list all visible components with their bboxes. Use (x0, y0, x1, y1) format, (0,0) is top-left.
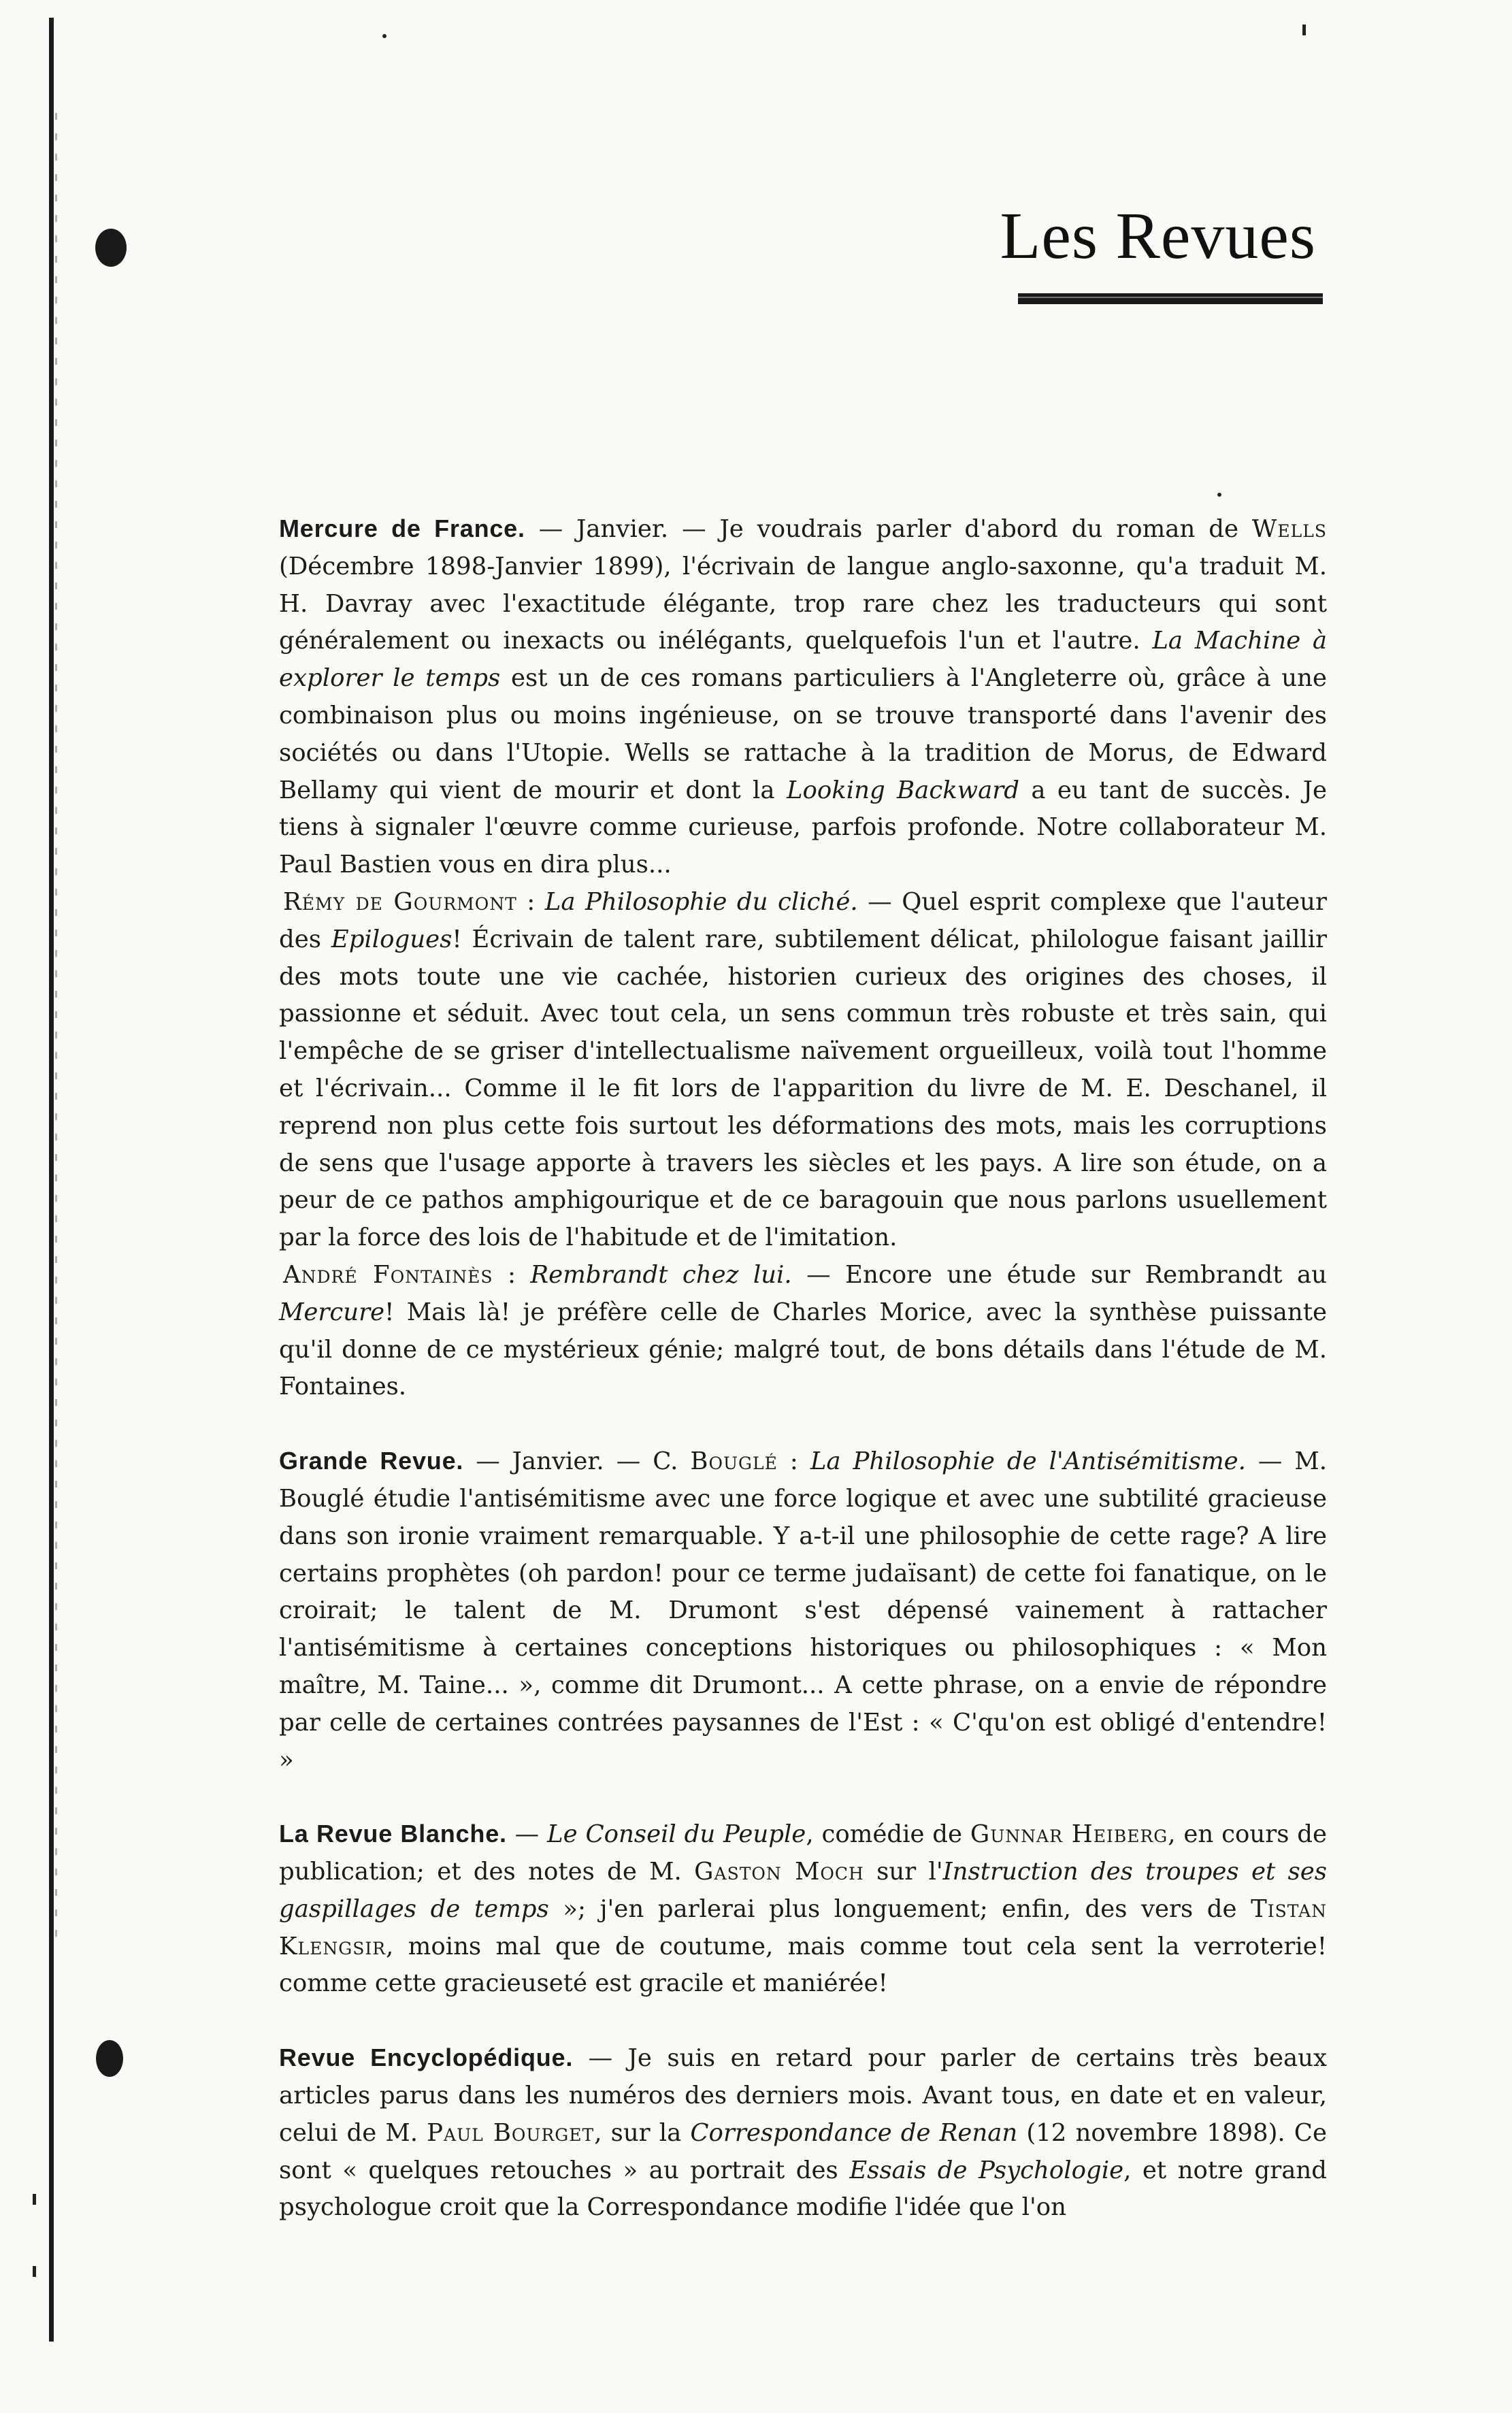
ink-blot-mark (96, 2040, 123, 2077)
section-blanche-paragraph (279, 1816, 1327, 2003)
text-run: a eu tant de succès. Je tiens à signaler l'œuvre comme curieuse, parfois profonde. Notre collaborateur M. Paul Bastien vous en dira plus... (279, 776, 1328, 879)
text-run: »; j'en parlerai plus longuement; enfin, des vers de (548, 1894, 1251, 1923)
review-heading: La Revue Blanche. (279, 1820, 507, 1848)
review-heading: Grande Revue. (279, 1447, 464, 1475)
text-run: — Je suis en retard pour parler de certains très beaux articles parus dans les numéros des derniers mois. Avant tous, en date et en valeur, celui de M. (279, 2044, 1328, 2147)
text-run: ! Mais là! je préfère celle de Charles Morice, avec la synthèse puissante qu'il donne de ce mystérieux génie; malgré tout, de bons détails dans l'étude de M. Fontaines. (279, 1298, 1327, 1401)
page-edge-binding-mark (49, 18, 54, 2342)
scan-speck (1217, 493, 1221, 497)
author-name: Rémy de Gourmont (283, 887, 517, 916)
work-title: Instruction des troupes et ses gaspillages de temps (279, 1858, 1327, 1923)
text-run: , en cours de publication; et des notes de M. (279, 1820, 1328, 1886)
author-name: Wells (1251, 515, 1327, 543)
text-run: , et notre grand psychologue croit que la Correspondance modifie l'idée que l'on (279, 2156, 1328, 2222)
section-grande-paragraph (279, 1443, 1327, 1779)
text-run: — M. Bouglé étudie l'antisémitisme avec une force logique et avec une subtilité gracieuse dans son ironie vraiment remarquable. Y a-t-il une philosophie de cette rage? A lire certains prophètes (oh pardon! pour ce terme judaïsant) de cette foi fanatique, on le croirait; le talent de M. Drumont s'est dépensé vainement à rattacher l'antisémitisme à certaines conceptions historiques ou philosophiques : « Mon maître, M. Taine... », comme dit Drumont... A cette phrase, on a envie de répondre par celle de certaines contrées paysannes de l'Est : « C'qu'on est obligé d'entendre! » (279, 1447, 1328, 1774)
title-underline-rule (1018, 293, 1323, 304)
author-name: Gaston Moch (694, 1858, 864, 1886)
author-name: Tistan Klengsir (279, 1894, 1327, 1960)
text-run: ! Écrivain de talent rare, subtilement délicat, philologue faisant jaillir des mots toute une vie cachée, historien curieux des origines des choses, il passionne et séduit. Avec tout cela, un sens commun très robuste et très sain, qui l'empêche de se griser d'intellectualisme naïvement orgueilleux, voilà tout l'homme et l'écrivain... Comme il le fit lors de l'apparition du livre de M. E. Deschanel, il reprend non plus cette fois surtout les déformations des mots, mais les corruptions de sens que l'usage apporte à travers les siècles et les pays. A lire son étude, on a peur de ce pathos amphigourique et de ce baragouin que nous parlons usuellement par la force des lois de l'habitude et de l'imitation. (279, 925, 1327, 1252)
section-mercure-paragraph (279, 1257, 1327, 1406)
text-run: , moins mal que de coutume, mais comme tout cela sent la verroterie! comme cette gracieuseté est gracile et maniérée! (279, 1932, 1327, 1998)
work-title: Essais de Psychologie (849, 2156, 1124, 2184)
article-column (279, 510, 1327, 2227)
author-name: Bouglé (690, 1447, 778, 1476)
section-mercure-paragraph (279, 510, 1327, 884)
text-run: (12 novembre 1898). Ce sont « quelques retouches » au portrait des (279, 2118, 1327, 2184)
work-title: Rembrandt chez lui. (530, 1260, 792, 1289)
text-run: est un de ces romans particuliers à l'Angleterre où, grâce à une combinaison plus ou moins ingénieuse, on se trouve transporté dans l'avenir des sociétés ou dans l'Utopie. Wells se rattache à la tradition de Morus, de Edward Bellamy qui vient de mourir et dont la (279, 664, 1327, 804)
scan-speck (1302, 24, 1306, 35)
text-run: sur l' (864, 1858, 943, 1886)
review-heading: Mercure de France. (279, 514, 525, 542)
text-run: , sur la (594, 2118, 691, 2147)
work-title: Le Conseil du Peuple (547, 1820, 806, 1849)
text-run: : (777, 1447, 810, 1476)
work-title: La Machine à explorer le temps (279, 627, 1327, 693)
work-title: Correspondance de Renan (690, 2118, 1018, 2147)
work-title: La Philosophie du cliché. (544, 887, 858, 916)
text-run: (Décembre 1898-Janvier 1899), l'écrivain de langue anglo-saxonne, qu'a traduit M. H. Davray avec l'exactitude élégante, trop rare chez les traducteurs qui sont généralement ou inexacts ou inélégants, quelquefois l'un et l'autre. (279, 552, 1327, 655)
text-run: — Quel esprit complexe que l'auteur des (279, 887, 1328, 953)
text-run: , comédie de (806, 1820, 970, 1849)
review-heading: Revue Encyclopédique. (279, 2043, 574, 2072)
section-encyclo-paragraph (279, 2039, 1327, 2227)
scan-speck (382, 34, 387, 38)
scan-speck (33, 2266, 36, 2277)
work-title: Epilogues (331, 925, 453, 953)
text-run: : (516, 887, 545, 916)
work-title: Looking Backward (786, 776, 1019, 804)
section-mercure-paragraph (279, 884, 1327, 1257)
work-title: La Philosophie de l'Antisémitisme. (810, 1447, 1246, 1476)
scan-speck (33, 2194, 36, 2205)
author-name: André Fontainès (283, 1260, 493, 1289)
text-run: — Encore une étude sur Rembrandt au (791, 1260, 1328, 1289)
text-run: — (506, 1820, 548, 1849)
text-run: : (493, 1260, 531, 1289)
work-title: Mercure (279, 1298, 385, 1326)
page-title: Les Revues (1000, 199, 1316, 273)
text-run: — Janvier. — Je voudrais parler d'abord du roman de (525, 515, 1252, 543)
text-run: — Janvier. — C. (463, 1447, 691, 1476)
ink-blot-mark (95, 229, 127, 267)
author-name: Gunnar Heiberg (970, 1820, 1168, 1849)
author-name: Paul Bourget (427, 2118, 595, 2147)
